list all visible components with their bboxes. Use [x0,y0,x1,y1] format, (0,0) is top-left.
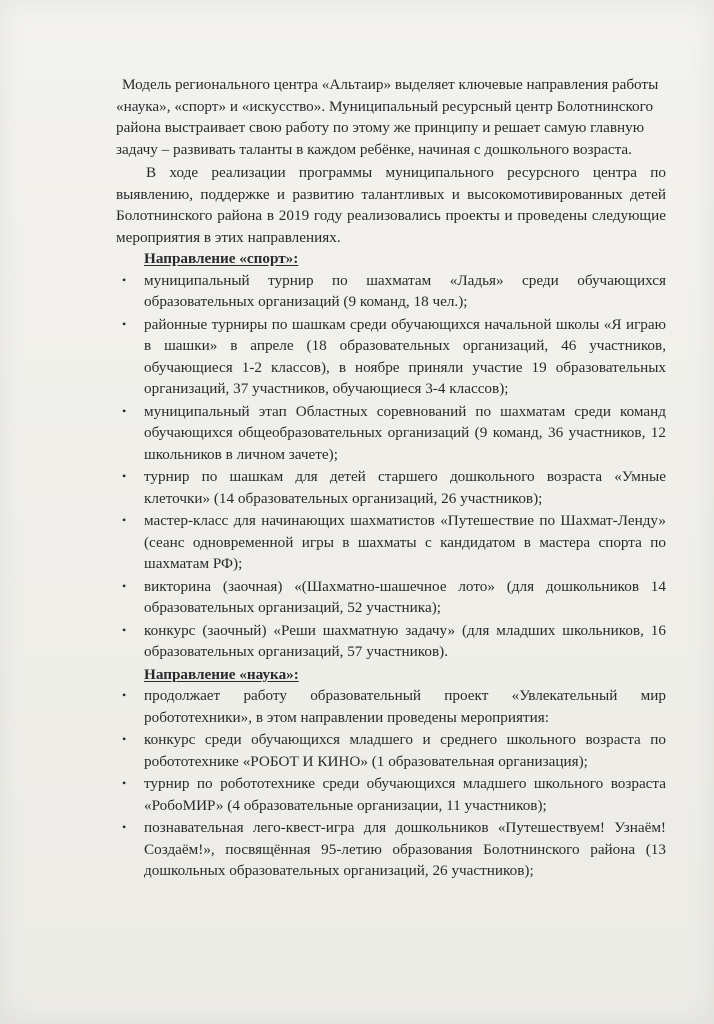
bullet-icon: • [122,316,127,331]
list-item [122,466,666,509]
list-item [122,685,666,728]
bullet-icon: • [122,622,127,637]
program-paragraph: В ходе реализации программы муниципального ресурсного центра по выявлению, поддержке и развитию талантливых и высокомотивированных детей Болотнинского района в 2019 году реализовались проекты и проведены следующие мероприятия в этих направлениях. [116,164,666,246]
document-body [116,74,666,883]
list-item-text: продолжает работу образовательный проект «Увлекательный мир робототехники», в этом направлении проведены мероприятия: [144,687,666,726]
bullet-icon: • [122,403,127,418]
list-item [122,729,666,772]
list-item-text: познавательная лего-квест-игра для дошкольников «Путешествуем! Узнаём! Создаём!», посвящённая 95-летию образования Болотнинского района (13 дошкольных образовательных организаций, 26 участников); [144,819,666,879]
bullet-icon: • [122,732,127,746]
list-item-text: районные турниры по шашкам среди обучающихся начальной школы «Я играю в шашки» в апреле (18 образовательных организаций, 46 участников, обучающиеся 1-2 классов), в ноябре приняли участие 19 образовательных организаций, 37 участников, обучающиеся 3-4 классов); [144,315,666,397]
list-item [122,576,666,619]
bullet-icon: • [122,776,127,790]
bullet-icon: • [122,820,127,834]
section-science [116,664,666,882]
list-item-text: муниципальный этап Областных соревнований по шахматам среди команд обучающихся общеобразовательных организаций (9 команд, 36 участников, 12 школьников в личном зачете); [144,402,666,463]
list-item-text: турнир по робототехнике среди обучающихся младшего школьного возраста «РобоМИР» (4 образовательные организации, 11 участников); [144,775,666,814]
bullet-icon: • [122,688,127,702]
list-item-text: викторина (заочная) «(Шахматно-шашечное лото» (для дошкольников 14 образовательных организаций, 52 участника); [144,577,666,616]
bullet-icon: • [122,578,127,593]
intro-paragraph: Модель регионального центра «Альтаир» выделяет ключевые направления работы «наука», «спорт» и «искусство». Муниципальный ресурсный центр Болотнинского района выстраивает свою работу по этому же принципу и решает самую главную задачу – развивать таланты в каждом ребёнке, начиная с дошкольного возраста. [116,76,659,158]
list-item [122,620,666,663]
list-item [122,773,666,816]
list-item [122,270,666,313]
list-item-text: мастер-класс для начинающих шахматистов «Путешествие по Шахмат-Ленду» (сеанс одновременной игры в шахматы с кандидатом в мастера спорта по шахматам РФ); [144,512,666,572]
bullet-icon: • [122,513,127,527]
science-events-list [116,685,666,882]
list-item [122,817,666,882]
list-item [122,510,666,575]
list-item-text: турнир по шашкам для детей старшего дошкольного возраста «Умные клеточки» (14 образовательных организаций, 26 участников); [144,468,666,507]
list-item [122,314,666,400]
bullet-icon: • [122,469,127,483]
section-heading-sport: Направление «спорт»: [144,250,299,267]
bullet-icon: • [122,272,127,287]
list-item-text: муниципальный турнир по шахматам «Ладья» среди обучающихся образовательных организаций (9 команд, 18 чел.); [144,271,666,310]
list-item [122,401,666,466]
list-item-text: конкурс среди обучающихся младшего и среднего школьного возраста по робототехнике «РОБОТ И КИНО» (1 образовательная организация); [144,731,666,770]
sport-events-list [116,270,666,663]
list-item-text: конкурс (заочный) «Реши шахматную задачу» (для младших школьников, 16 образовательных организаций, 57 участников). [144,621,666,660]
section-sport [116,248,666,663]
section-heading-science: Направление «наука»: [144,665,299,683]
